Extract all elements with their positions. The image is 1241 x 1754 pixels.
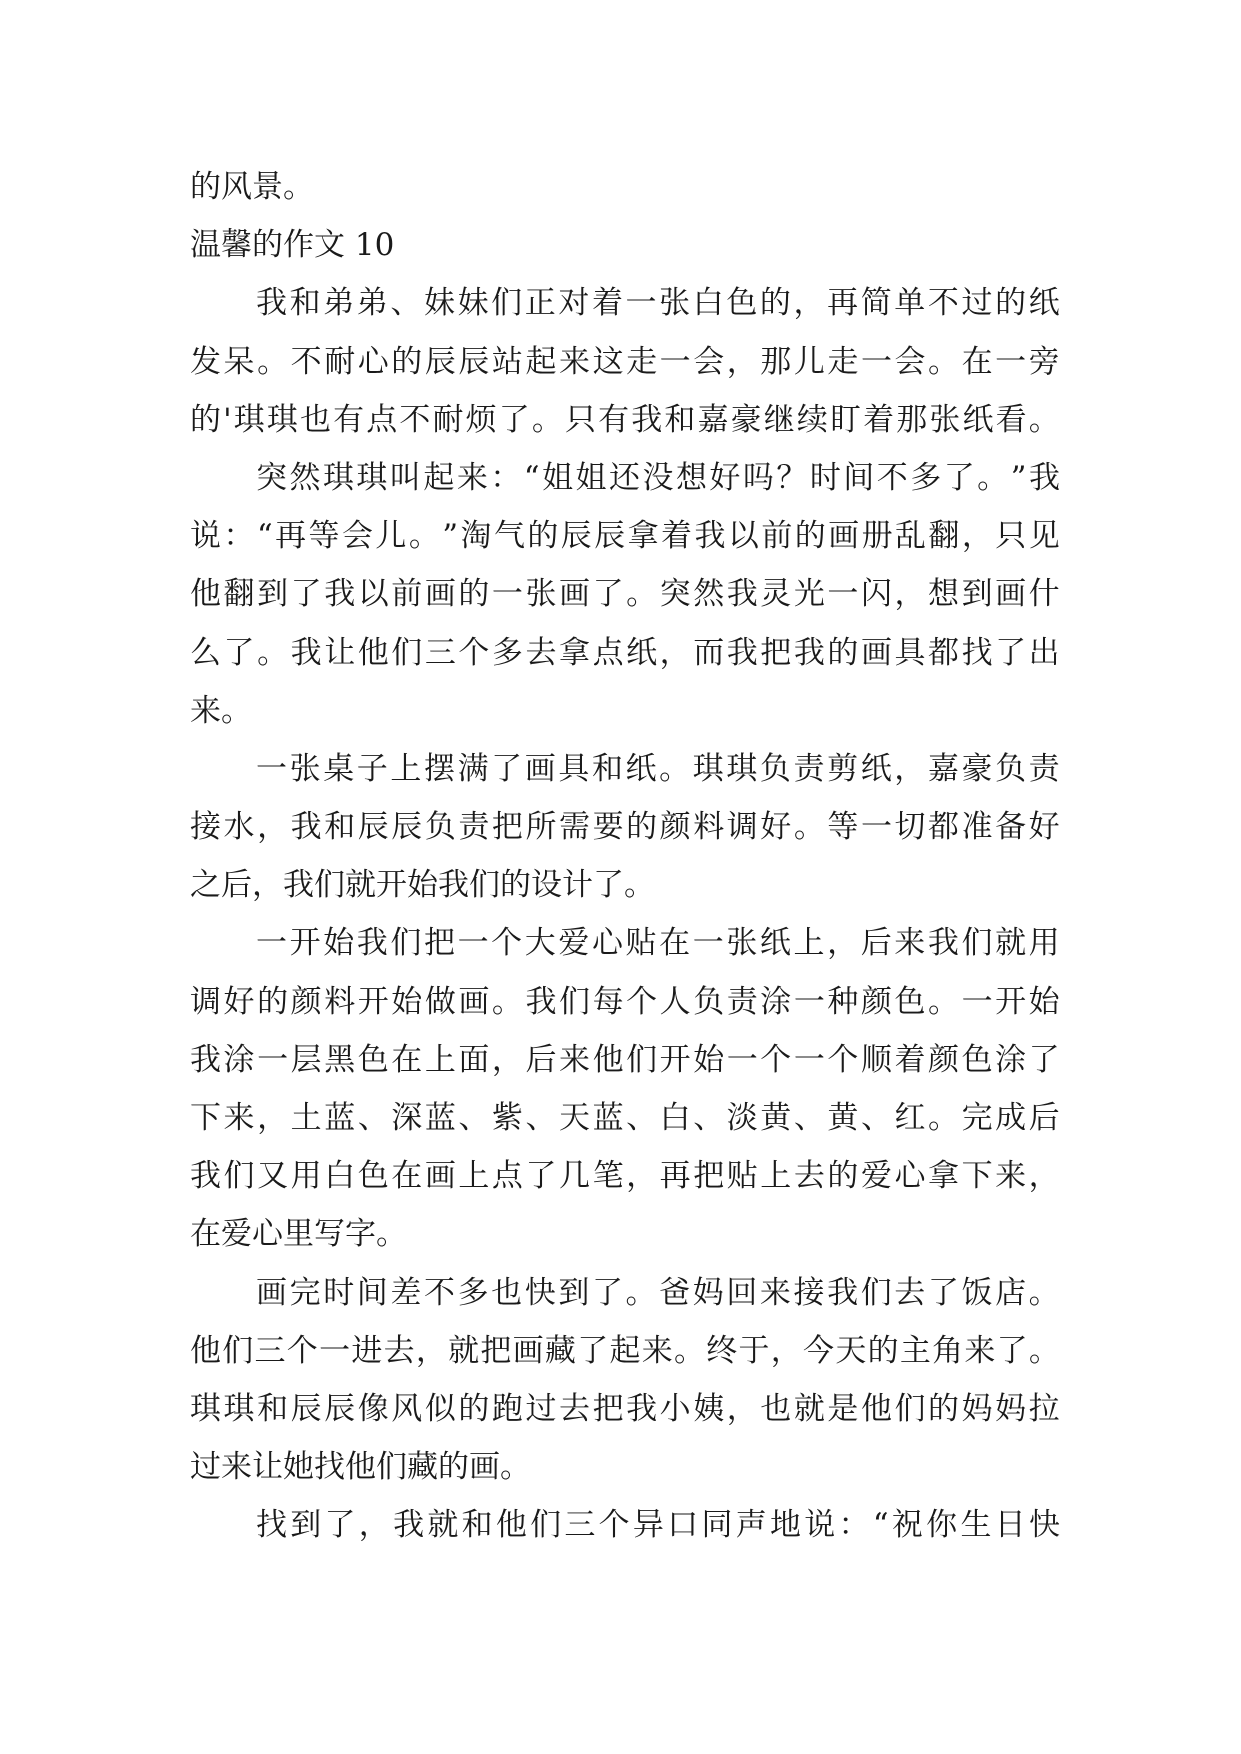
- text-line: 他 翻 到 了 我 以 前 画 的 一 张 画 了 。 突 然 我 灵 光 一 闪 ， 想 到 画 什: [190, 576, 1060, 613]
- text-line: 找 到 了 ， 我 就 和 他 们 三 个 异 口 同 声 地 说 ： “ 祝 你 生 日 快: [256, 1507, 1060, 1544]
- text-line: 过来让她找他们藏的画。: [190, 1449, 531, 1486]
- text-line: 接 水 ， 我 和 辰 辰 负 责 把 所 需 要 的 颜 料 调 好 。 等 一 切 都 准 备 好: [190, 809, 1060, 846]
- text-line: 我 们 又 用 白 色 在 画 上 点 了 几 笔 ， 再 把 贴 上 去 的 爱 心 拿 下 来 ，: [190, 1158, 1060, 1195]
- text-line: 一 张 桌 子 上 摆 满 了 画 具 和 纸 。 琪 琪 负 责 剪 纸 ， 嘉 豪 负 责: [256, 750, 1060, 787]
- essay-text: [190, 158, 1060, 1555]
- text-line: 的风景。: [190, 169, 314, 205]
- text-line: 画 完 时 间 差 不 多 也 快 到 了 。 爸 妈 回 来 接 我 们 去 了 饭 店 。: [256, 1274, 1060, 1311]
- text-line: 调 好 的 颜 料 开 始 做 画 。 我 们 每 个 人 负 责 涂 一 种 颜 色 。 一 开 始: [190, 983, 1060, 1020]
- text-line: 么 了 。 我 让 他 们 三 个 多 去 拿 点 纸 ， 而 我 把 我 的 画 具 都 找 了 出: [190, 634, 1060, 671]
- text-line: 在爱心里写字。: [190, 1216, 407, 1253]
- text-line: 琪 琪 和 辰 辰 像 风 似 的 跑 过 去 把 我 小 姨 ， 也 就 是 他 们 的 妈 妈 拉: [190, 1390, 1060, 1427]
- text-line: 之后，我们就开始我们的设计了。: [190, 867, 655, 904]
- text-line: 我 和 弟 弟 、 妹 妹 们 正 对 着 一 张 白 色 的 ， 再 简 单 不 过 的 纸: [256, 285, 1060, 322]
- text-line: 说 ： “ 再 等 会 儿 。 ” 淘 气 的 辰 辰 拿 着 我 以 前 的 画 册 乱 翻 ， 只 见: [190, 518, 1060, 555]
- text-line: 发 呆 。 不 耐 心 的 辰 辰 站 起 来 这 走 一 会 ， 那 儿 走 一 会 。 在 一 旁: [190, 343, 1060, 380]
- text-line: 下 来 ， 土 蓝 、 深 蓝 、 紫 、 天 蓝 、 白 、 淡 黄 、 黄 、 红 。 完 成 后: [190, 1100, 1060, 1136]
- text-line: 的 ' 琪 琪 也 有 点 不 耐 烦 了 。 只 有 我 和 嘉 豪 继 续 盯 着 那 张 纸 看 。: [190, 401, 1060, 438]
- text-line: 一 开 始 我 们 把 一 个 大 爱 心 贴 在 一 张 纸 上 ， 后 来 我 们 就 用: [256, 925, 1060, 962]
- text-line: 我 涂 一 层 黑 色 在 上 面 ， 后 来 他 们 开 始 一 个 一 个 顺 着 颜 色 涂 了: [190, 1041, 1060, 1078]
- text-line: 他 们 三 个 一 进 去 ， 就 把 画 藏 了 起 来 。 终 于 ， 今 天 的 主 角 来 了 。: [190, 1332, 1060, 1369]
- section-heading: 温馨的作文 10: [190, 227, 395, 264]
- text-line: 突 然 琪 琪 叫 起 来 ： “ 姐 姐 还 没 想 好 吗 ？ 时 间 不 多 了 。 ” 我: [256, 459, 1060, 496]
- text-line: 来。: [190, 692, 252, 729]
